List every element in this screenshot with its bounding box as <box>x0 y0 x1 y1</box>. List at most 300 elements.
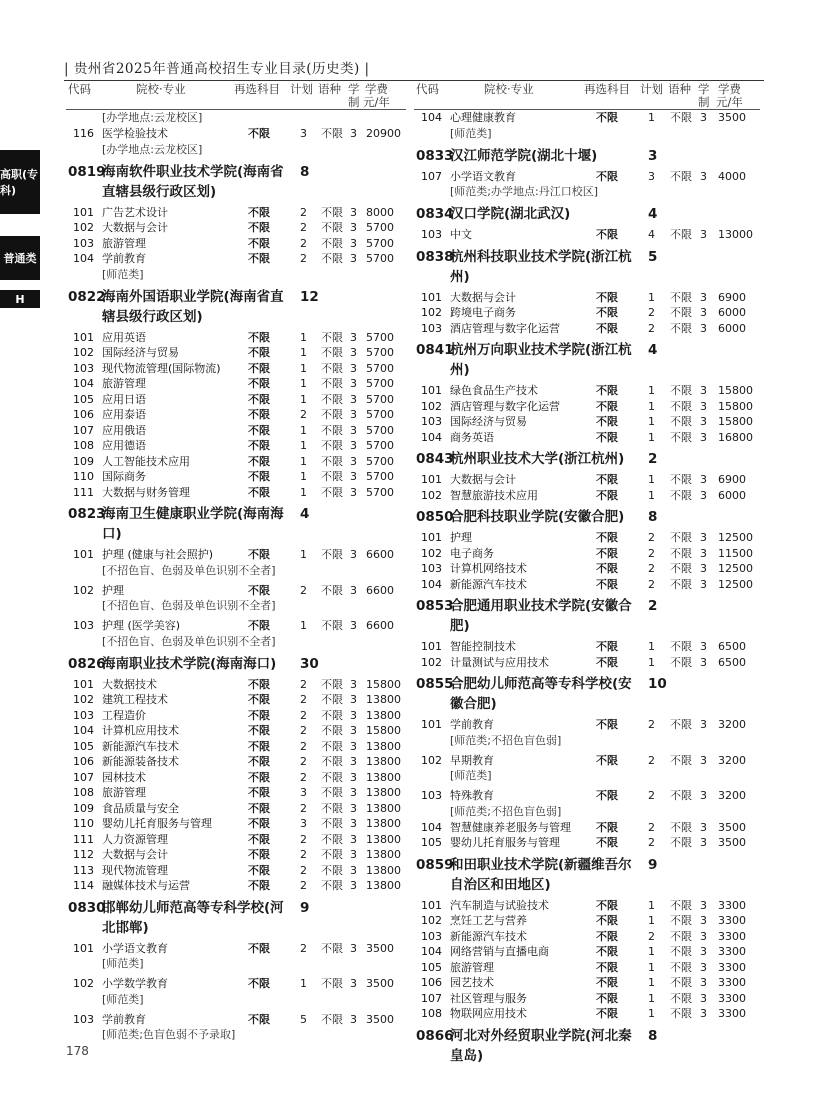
major-lang: 不限 <box>321 770 343 784</box>
major-years: 3 <box>350 330 357 344</box>
major-code: 111 <box>73 832 94 846</box>
school-code: 0830 <box>68 899 106 916</box>
major-code: 105 <box>421 836 442 849</box>
major-code: 104 <box>421 577 442 591</box>
major-name: 国际经济与贸易 <box>450 415 527 428</box>
major-fee: 13800 <box>366 708 401 722</box>
major-code: 104 <box>73 377 94 390</box>
major-plan: 1 <box>648 111 655 124</box>
major-req: 不限 <box>596 960 618 974</box>
major-note: [师范类] <box>102 267 144 281</box>
major-fee: 20900 <box>366 127 401 140</box>
major-years: 3 <box>350 439 357 452</box>
major-req: 不限 <box>248 439 270 452</box>
major-years: 3 <box>700 306 707 319</box>
major-req: 不限 <box>596 169 618 183</box>
table-row <box>414 655 760 671</box>
school-code: 0826 <box>68 655 106 672</box>
major-lang: 不限 <box>670 836 692 849</box>
table-row <box>414 929 760 945</box>
major-req: 不限 <box>596 531 618 544</box>
major-lang: 不限 <box>321 127 343 140</box>
table-row <box>66 392 406 408</box>
school-name: 海南软件职业技术学院(海南省直辖县级行政区划) <box>102 163 284 200</box>
major-name: 心理健康教育 <box>450 111 516 124</box>
major-plan: 3 <box>300 127 307 140</box>
major-fee: 4000 <box>718 169 746 183</box>
table-row <box>66 708 406 724</box>
table-row <box>414 321 760 337</box>
school-plan: 5 <box>648 248 658 265</box>
major-name: 园林技术 <box>102 770 146 784</box>
table-row <box>414 913 760 929</box>
major-plan: 3 <box>300 817 307 830</box>
table-row <box>414 430 760 446</box>
side-tab-general: 普通类 <box>0 236 40 280</box>
major-req: 不限 <box>248 770 270 784</box>
major-plan: 1 <box>648 488 655 502</box>
major-fee: 11500 <box>718 546 753 560</box>
major-code: 102 <box>421 546 442 560</box>
major-lang: 不限 <box>670 415 692 428</box>
th-fee: 学费 元/年 <box>716 82 743 109</box>
major-code: 101 <box>421 898 442 912</box>
major-years: 3 <box>700 914 707 927</box>
major-code: 109 <box>73 454 94 468</box>
major-years: 3 <box>700 430 707 444</box>
major-req: 不限 <box>248 848 270 861</box>
major-code: 101 <box>421 640 442 653</box>
major-name: 网络营销与直播电商 <box>450 945 549 958</box>
th-lang: 语种 <box>668 82 691 96</box>
major-years: 3 <box>350 236 357 250</box>
major-plan: 2 <box>300 221 307 234</box>
major-lang: 不限 <box>670 640 692 653</box>
major-name: 大数据与会计 <box>102 221 168 234</box>
major-lang: 不限 <box>321 801 343 815</box>
table-row <box>66 723 406 739</box>
major-plan: 1 <box>648 640 655 653</box>
major-lang: 不限 <box>321 221 343 234</box>
major-years: 3 <box>700 655 707 669</box>
major-lang: 不限 <box>321 377 343 390</box>
major-plan: 2 <box>648 531 655 544</box>
major-name: 工程造价 <box>102 708 146 722</box>
major-code: 108 <box>73 786 94 799</box>
table-row <box>66 976 406 992</box>
page-number: 178 <box>66 1044 89 1058</box>
major-fee: 6000 <box>718 488 746 502</box>
major-name: 酒店管理与数字化运营 <box>450 321 560 335</box>
major-lang: 不限 <box>321 583 343 597</box>
major-years: 3 <box>350 221 357 234</box>
major-name: 绿色食品生产技术 <box>450 384 538 397</box>
major-lang: 不限 <box>670 306 692 319</box>
major-name: 小学语文教育 <box>450 169 516 183</box>
major-years: 3 <box>350 832 357 846</box>
table-row <box>414 753 760 769</box>
major-note: [办学地点:云龙校区] <box>102 142 203 156</box>
school-heading <box>414 204 760 224</box>
major-lang: 不限 <box>670 898 692 912</box>
major-req: 不限 <box>596 991 618 1005</box>
major-req: 不限 <box>596 415 618 428</box>
table-header <box>66 80 406 109</box>
major-req: 不限 <box>596 546 618 560</box>
major-note: [师范类;不招色盲色弱] <box>450 804 562 818</box>
major-lang: 不限 <box>670 820 692 834</box>
major-req: 不限 <box>248 236 270 250</box>
th-plan: 计划 <box>640 82 663 96</box>
major-fee: 5700 <box>366 346 394 359</box>
school-name: 海南卫生健康职业学院(海南海口) <box>102 506 284 542</box>
major-req: 不限 <box>248 127 270 140</box>
school-heading <box>66 898 406 938</box>
table-row <box>414 975 760 991</box>
school-heading <box>66 654 406 674</box>
school-heading <box>414 507 760 527</box>
school-heading <box>66 162 406 202</box>
school-name: 合肥通用职业技术学院(安徽合肥) <box>450 598 632 634</box>
major-name: 应用俄语 <box>102 423 146 437</box>
major-fee: 3500 <box>366 1012 394 1026</box>
major-plan: 1 <box>648 914 655 927</box>
school-name: 杭州科技职业技术学院(浙江杭州) <box>450 248 632 285</box>
major-req: 不限 <box>596 384 618 397</box>
school-name: 邯郸幼儿师范高等专科学校(河北邯郸) <box>102 899 284 936</box>
school-heading <box>66 287 406 327</box>
major-plan: 4 <box>648 228 655 241</box>
major-plan: 2 <box>300 848 307 861</box>
major-req: 不限 <box>248 786 270 799</box>
major-name: 婴幼儿托育服务与管理 <box>450 836 560 849</box>
major-fee: 5700 <box>366 485 394 499</box>
major-fee: 6900 <box>718 290 746 304</box>
major-name: 护理 <box>450 531 472 544</box>
th-lang: 语种 <box>318 82 341 96</box>
major-lang: 不限 <box>321 392 343 406</box>
major-code: 110 <box>73 470 94 483</box>
table-row <box>66 770 406 786</box>
major-lang: 不限 <box>321 879 343 892</box>
major-years: 3 <box>350 619 357 632</box>
major-years: 3 <box>700 945 707 958</box>
table-row <box>66 126 406 142</box>
major-fee: 3500 <box>718 111 746 124</box>
table-row <box>414 110 760 126</box>
major-years: 3 <box>350 941 357 955</box>
major-fee: 3300 <box>718 914 746 927</box>
major-plan: 1 <box>648 960 655 974</box>
major-req: 不限 <box>248 879 270 892</box>
major-lang: 不限 <box>670 929 692 943</box>
major-plan: 2 <box>300 583 307 597</box>
major-req: 不限 <box>248 817 270 830</box>
table-row <box>66 485 406 501</box>
major-plan: 1 <box>648 290 655 304</box>
major-plan: 2 <box>648 836 655 849</box>
major-years: 3 <box>700 789 707 802</box>
school-name: 杭州万向职业技术学院(浙江杭州) <box>450 342 632 378</box>
major-lang: 不限 <box>670 111 692 124</box>
table-row <box>66 941 406 957</box>
school-plan: 9 <box>300 899 310 916</box>
table-row <box>66 618 406 634</box>
major-req: 不限 <box>596 562 618 575</box>
major-years: 3 <box>700 169 707 183</box>
major-code: 101 <box>421 384 442 397</box>
major-fee: 13800 <box>366 801 401 815</box>
major-plan: 2 <box>300 408 307 421</box>
table-row <box>414 546 760 562</box>
major-plan: 2 <box>648 820 655 834</box>
school-plan: 4 <box>300 506 310 522</box>
major-lang: 不限 <box>670 991 692 1005</box>
major-code: 103 <box>73 708 94 722</box>
school-code: 0822 <box>68 288 106 305</box>
school-code: 0855 <box>416 676 454 692</box>
table-row <box>414 1006 760 1022</box>
major-lang: 不限 <box>321 941 343 955</box>
major-name: 小学语文教育 <box>102 941 168 955</box>
major-note: [师范类] <box>102 992 144 1006</box>
major-years: 3 <box>350 863 357 877</box>
major-req: 不限 <box>596 577 618 591</box>
major-name: 跨境电子商务 <box>450 306 516 319</box>
major-req: 不限 <box>248 392 270 406</box>
table-row <box>66 832 406 848</box>
major-lang: 不限 <box>670 290 692 304</box>
school-plan: 9 <box>648 856 658 873</box>
table-row <box>66 547 406 563</box>
major-years: 3 <box>350 252 357 265</box>
major-name: 旅游管理 <box>102 786 146 799</box>
major-name: 新能源汽车技术 <box>450 577 527 591</box>
school-code: 0833 <box>416 147 454 164</box>
major-years: 3 <box>700 290 707 304</box>
major-lang: 不限 <box>321 361 343 375</box>
major-plan: 2 <box>300 832 307 846</box>
major-fee: 5700 <box>366 361 394 375</box>
school-name: 合肥幼儿师范高等专科学校(安徽合肥) <box>450 676 632 712</box>
table-row <box>414 305 760 321</box>
major-name: 建筑工程技术 <box>102 693 168 706</box>
school-name: 海南职业技术学院(海南海口) <box>102 655 277 672</box>
major-years: 3 <box>700 577 707 591</box>
school-name: 杭州职业技术大学(浙江杭州) <box>450 451 625 467</box>
major-years: 3 <box>350 677 357 691</box>
major-name: 电子商务 <box>450 546 494 560</box>
school-name: 汉口学院(湖北武汉) <box>450 206 571 222</box>
major-plan: 2 <box>648 321 655 335</box>
school-heading <box>414 146 760 166</box>
major-fee: 5700 <box>366 439 394 452</box>
major-req: 不限 <box>596 836 618 849</box>
major-req: 不限 <box>248 221 270 234</box>
major-req: 不限 <box>596 399 618 413</box>
major-years: 3 <box>700 640 707 653</box>
major-plan: 2 <box>648 306 655 319</box>
major-code: 107 <box>421 169 442 183</box>
major-plan: 1 <box>648 399 655 413</box>
major-lang: 不限 <box>670 321 692 335</box>
table-row <box>66 785 406 801</box>
major-req: 不限 <box>596 640 618 653</box>
major-lang: 不限 <box>670 753 692 767</box>
table-row <box>414 530 760 546</box>
major-name: 学前教育 <box>102 1012 146 1026</box>
major-fee: 15800 <box>366 724 401 737</box>
major-req: 不限 <box>248 801 270 815</box>
major-years: 3 <box>700 399 707 413</box>
th-school-major: 院校·专业 <box>484 82 534 96</box>
major-code: 102 <box>421 753 442 767</box>
major-req: 不限 <box>248 377 270 390</box>
major-years: 3 <box>700 111 707 124</box>
major-years: 3 <box>700 976 707 989</box>
major-fee: 13800 <box>366 817 401 830</box>
major-plan: 2 <box>300 677 307 691</box>
school-code: 0823 <box>68 506 106 522</box>
major-lang: 不限 <box>321 470 343 483</box>
table-row <box>66 739 406 755</box>
major-code: 102 <box>73 583 94 597</box>
table-row <box>66 878 406 894</box>
school-plan: 12 <box>300 288 319 305</box>
major-fee: 6600 <box>366 619 394 632</box>
school-plan: 8 <box>648 509 658 525</box>
major-req: 不限 <box>596 1007 618 1020</box>
major-years: 3 <box>350 377 357 390</box>
school-heading <box>414 1026 760 1066</box>
major-req: 不限 <box>596 929 618 943</box>
major-fee: 5700 <box>366 408 394 421</box>
major-lang: 不限 <box>670 655 692 669</box>
side-tab-vocational: 高职(专科) <box>0 150 40 214</box>
table-row <box>66 469 406 485</box>
table-row <box>414 561 760 577</box>
major-plan: 1 <box>300 470 307 483</box>
table-row <box>66 677 406 693</box>
major-name: 智慧健康养老服务与管理 <box>450 820 571 834</box>
major-name: 早期教育 <box>450 753 494 767</box>
major-req: 不限 <box>248 454 270 468</box>
major-fee: 3300 <box>718 991 746 1005</box>
major-fee: 5700 <box>366 236 394 250</box>
table-row <box>414 488 760 504</box>
major-plan: 2 <box>300 693 307 706</box>
major-lang: 不限 <box>670 914 692 927</box>
table-row <box>414 577 760 593</box>
school-plan: 3 <box>648 147 658 164</box>
major-code: 101 <box>421 718 442 731</box>
major-plan: 1 <box>648 655 655 669</box>
major-note: [师范类] <box>450 769 492 782</box>
major-years: 3 <box>350 423 357 437</box>
major-plan: 1 <box>300 330 307 344</box>
major-lang: 不限 <box>321 863 343 877</box>
major-plan: 1 <box>300 392 307 406</box>
major-req: 不限 <box>248 693 270 706</box>
major-lang: 不限 <box>321 1012 343 1026</box>
major-lang: 不限 <box>670 384 692 397</box>
major-plan: 1 <box>648 430 655 444</box>
school-code: 0834 <box>416 206 454 222</box>
table-row <box>66 251 406 267</box>
major-fee: 3500 <box>718 820 746 834</box>
major-name: 现代物流管理 <box>102 863 168 877</box>
table-row <box>66 330 406 346</box>
right-table-body <box>414 110 760 1066</box>
major-plan: 2 <box>648 577 655 591</box>
table-row <box>414 639 760 655</box>
major-plan: 2 <box>648 546 655 560</box>
major-code: 107 <box>73 770 94 784</box>
major-lang: 不限 <box>670 789 692 802</box>
major-lang: 不限 <box>321 454 343 468</box>
school-heading <box>414 596 760 636</box>
major-fee: 3500 <box>366 941 394 955</box>
table-row <box>414 944 760 960</box>
major-fee: 15800 <box>718 399 753 413</box>
major-plan: 2 <box>300 863 307 877</box>
major-lang: 不限 <box>670 976 692 989</box>
table-row <box>414 898 760 914</box>
th-school-major: 院校·专业 <box>136 82 186 96</box>
major-years: 3 <box>700 1007 707 1020</box>
school-plan: 4 <box>648 206 658 222</box>
major-code: 106 <box>73 755 94 768</box>
major-code: 101 <box>421 290 442 304</box>
major-lang: 不限 <box>321 423 343 437</box>
major-lang: 不限 <box>321 439 343 452</box>
major-name: 大数据与会计 <box>102 848 168 861</box>
table-row <box>414 788 760 804</box>
major-years: 3 <box>350 848 357 861</box>
major-plan: 1 <box>300 377 307 390</box>
major-fee: 15800 <box>718 384 753 397</box>
major-lang: 不限 <box>670 399 692 413</box>
major-fee: 13800 <box>366 863 401 877</box>
major-name: 大数据与会计 <box>450 290 516 304</box>
major-years: 3 <box>350 801 357 815</box>
major-years: 3 <box>700 415 707 428</box>
major-req: 不限 <box>248 977 270 990</box>
major-plan: 1 <box>648 415 655 428</box>
school-code: 0819 <box>68 163 106 180</box>
school-name: 和田职业技术学院(新疆维吾尔自治区和田地区) <box>450 856 632 893</box>
major-code: 106 <box>73 408 94 421</box>
major-name: 中文 <box>450 228 472 241</box>
major-plan: 1 <box>648 991 655 1005</box>
major-name: 新能源汽车技术 <box>450 929 527 943</box>
major-fee: 13800 <box>366 755 401 768</box>
table-row <box>66 801 406 817</box>
major-plan: 1 <box>300 977 307 990</box>
major-plan: 2 <box>300 205 307 219</box>
major-years: 3 <box>350 583 357 597</box>
major-years: 3 <box>700 488 707 502</box>
major-fee: 3500 <box>366 977 394 990</box>
major-plan: 2 <box>300 708 307 722</box>
major-fee: 6600 <box>366 548 394 561</box>
major-fee: 5700 <box>366 252 394 265</box>
major-years: 3 <box>700 384 707 397</box>
major-years: 3 <box>350 977 357 990</box>
major-code: 102 <box>421 655 442 669</box>
major-note: [师范类;不招色盲色弱] <box>450 733 562 747</box>
major-name: 计量测试与应用技术 <box>450 655 549 669</box>
